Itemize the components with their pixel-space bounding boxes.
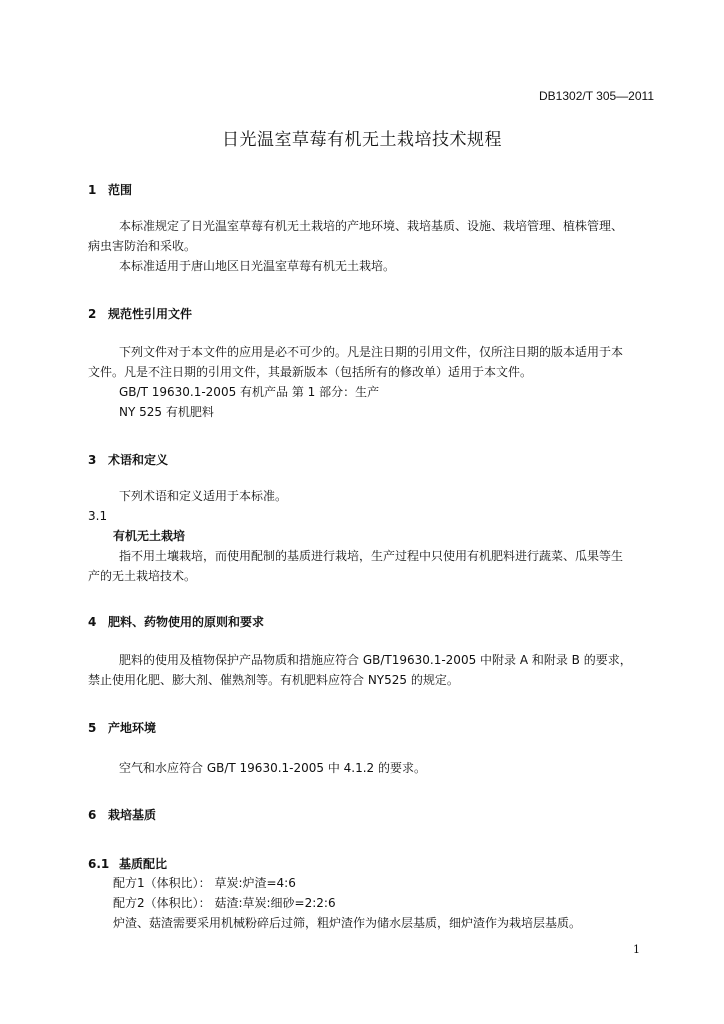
paragraph-line: 本标准适用于唐山地区日光温室草莓有机无土栽培。 — [119, 259, 396, 273]
subsection-title: 基质配比 — [119, 857, 168, 871]
page-number: 1 — [633, 943, 640, 956]
section-3-paragraph — [88, 486, 623, 586]
section-title: 产地环境 — [108, 721, 157, 735]
normative-reference: NY 525 有机肥料 — [119, 405, 214, 419]
paragraph-line: 肥料的使用及植物保护产品物质和措施应符合 GB/T19630.1-2005 中附录 A 和附录 B 的要求， — [119, 653, 632, 667]
paragraph-line: 下列文件对于本文件的应用是必不可少的。凡是注日期的引用文件，仅所注日期的版本适用于本 — [119, 345, 624, 359]
section-number: 1 — [88, 183, 97, 197]
section-title: 范围 — [108, 183, 133, 197]
section-6-heading — [88, 806, 156, 823]
section-6-paragraph — [113, 873, 581, 933]
section-title: 规范性引用文件 — [108, 307, 193, 321]
document-title: 日光温室草莓有机无土栽培技术规程 — [222, 130, 502, 150]
paragraph-line: 下列术语和定义适用于本标准。 — [119, 489, 288, 503]
paragraph-line: 空气和水应符合 GB/T 19630.1-2005 中 4.1.2 的要求。 — [119, 761, 427, 775]
section-number: 5 — [88, 721, 97, 735]
normative-reference: GB/T 19630.1-2005 有机产品 第 1 部分：生产 — [119, 385, 380, 399]
section-3-heading — [88, 451, 168, 468]
paragraph-line: 本标准规定了日光温室草莓有机无土栽培的产地环境、栽培基质、设施、栽培管理、植株管理、 — [119, 219, 624, 233]
section-5-paragraph — [88, 758, 426, 778]
term-definition: 产的无土栽培技术。 — [88, 569, 197, 583]
formula-line: 配方2（体积比）： 菇渣:草炭:细砂=2:2:6 — [113, 896, 336, 910]
section-4-paragraph — [88, 650, 632, 690]
section-title: 肥料、药物使用的原则和要求 — [108, 615, 265, 629]
section-2-heading — [88, 305, 192, 322]
subsection-number: 6.1 — [88, 857, 110, 871]
paragraph-line: 炉渣、菇渣需要采用机械粉碎后过筛，粗炉渣作为储水层基质，细炉渣作为栽培层基质。 — [113, 916, 582, 930]
paragraph-line: 病虫害防治和采收。 — [88, 239, 197, 253]
section-number: 6 — [88, 808, 97, 822]
subsection-number: 3.1 — [88, 509, 108, 523]
paragraph-line: 文件。凡是不注日期的引用文件，其最新版本（包括所有的修改单）适用于本文件。 — [88, 365, 533, 379]
subsection-6-1-heading — [88, 855, 167, 872]
section-2-paragraph — [88, 342, 623, 422]
paragraph-line: 禁止使用化肥、膨大剂、催熟剂等。有机肥料应符合 NY525 的规定。 — [88, 673, 459, 687]
section-5-heading — [88, 719, 156, 736]
section-number: 4 — [88, 615, 97, 629]
section-number: 3 — [88, 453, 97, 467]
section-number: 2 — [88, 307, 97, 321]
standard-code: DB1302/T 305—2011 — [539, 89, 654, 103]
section-1-heading — [88, 181, 132, 198]
section-1-paragraph — [88, 216, 623, 276]
term-definition: 指不用土壤栽培，而使用配制的基质进行栽培，生产过程中只使用有机肥料进行蔬菜、瓜果等生 — [119, 549, 624, 563]
term-title: 有机无土栽培 — [113, 529, 186, 543]
formula-line: 配方1（体积比）： 草炭:炉渣=4:6 — [113, 876, 296, 890]
section-title: 术语和定义 — [108, 453, 169, 467]
section-4-heading — [88, 613, 264, 630]
section-title: 栽培基质 — [108, 808, 157, 822]
